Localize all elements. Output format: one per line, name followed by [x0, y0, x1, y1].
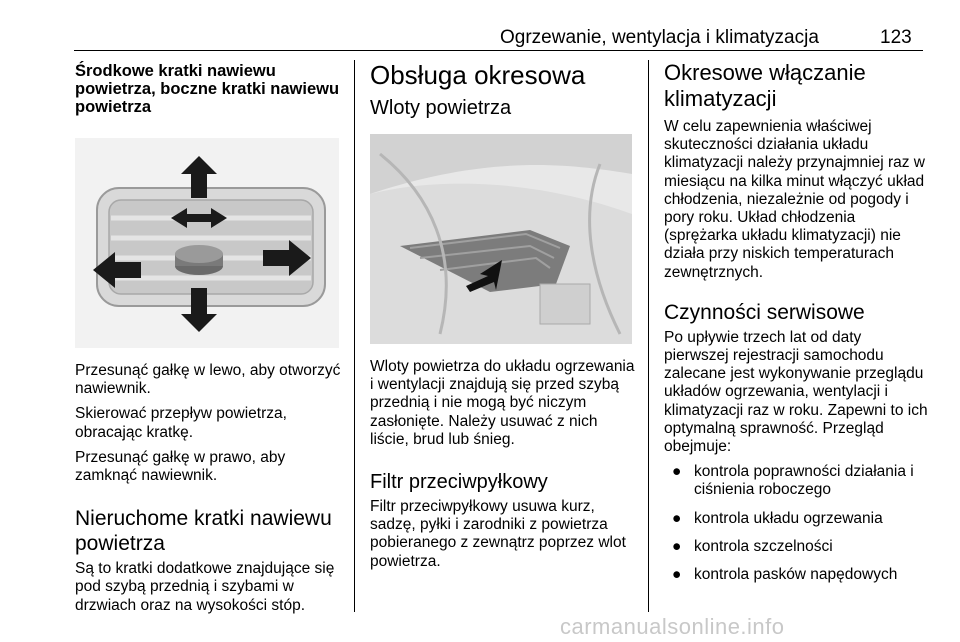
column-divider-2: [648, 60, 649, 612]
list-item: [664, 463, 930, 499]
section-heading-periodic-ac: Okresowe włączanie klimatyzacji: [664, 60, 866, 111]
page-number: 123: [880, 27, 912, 48]
watermark: carmanualsonline.info: [560, 614, 785, 639]
bullet-icon: ●: [672, 509, 682, 527]
column-divider-1: [354, 60, 355, 612]
paragraph-air-intakes: Wloty powietrza do układu ogrzewania i wentylacji znajdują się przed szybą przednią i nie mogą być niczym zasłonięte. Należy usuwać z nich liście, brud lub śnieg.: [370, 358, 635, 448]
list-item: [664, 566, 930, 584]
section-heading-pollen-filter: Filtr przeciwpyłkowy: [370, 471, 548, 494]
paragraph-pollen-filter: Filtr przeciwpyłkowy usuwa kurz, sadzę, pyłki i zarodniki z powietrza pobieranego z zewnątrz poprzez wlot powietrza.: [370, 498, 626, 570]
column-3: [664, 60, 930, 594]
header-title: Ogrzewanie, wentylacja i klimatyzacja: [500, 27, 819, 48]
bullet-icon: ●: [672, 463, 682, 481]
list-item-text: kontrola poprawności działania i ciśnienia roboczego: [694, 463, 914, 499]
service-checklist: [664, 463, 930, 584]
bullet-icon: ●: [672, 566, 682, 584]
header-rule: [74, 50, 923, 51]
section-heading-service: Czynności serwisowe: [664, 300, 865, 324]
list-item: [664, 538, 930, 556]
subheading-air-intakes: Wloty powietrza: [370, 97, 512, 119]
section-heading-fixed-vents: Nieruchome kratki nawiewu powietrza: [75, 507, 332, 556]
section-heading-vents: Środkowe kratki nawiewu powietrza, boczne kratki nawiewu powietrza: [75, 62, 340, 116]
list-item-text: kontrola układu ogrzewania: [694, 509, 883, 527]
bullet-icon: ●: [672, 537, 682, 555]
paragraph-close-vent: Przesunąć gałkę w prawo, aby zamknąć nawiewnik.: [75, 448, 286, 485]
list-item-text: kontrola szczelności: [694, 537, 833, 555]
paragraph-direct-airflow: Skierować przepływ powietrza, obracając kratkę.: [75, 405, 287, 441]
air-intake-photo: [370, 134, 632, 344]
air-vent-illustration: [75, 138, 339, 348]
paragraph-fixed-vents: Są to kratki dodatkowe znajdujące się pod szybą przednią i szybami w drzwiach oraz na wysokości stóp.: [75, 560, 335, 614]
column-1: [75, 60, 345, 622]
paragraph-open-vent: Przesunąć gałkę w lewo, aby otworzyć nawiewnik.: [75, 362, 341, 398]
list-item: [664, 510, 930, 528]
paragraph-periodic-ac: W celu zapewnienia właściwej skuteczności działania układu klimatyzacji należy przynajmniej raz w miesiącu na kilka minut włączyć układ chłodzenia, niezależnie od pogody i pory roku. Układ chłodzenia (sprężarka układu klimatyzacji) nie działa przy niskich temperaturach zewnętrznych.: [664, 118, 925, 281]
list-item-text: kontrola pasków napędowych: [694, 566, 898, 584]
section-heading-maintenance: Obsługa okresowa: [370, 60, 586, 90]
paragraph-service: Po upływie trzech lat od daty pierwszej rejestracji samochodu zalecane jest wykonywanie przeglądu układów ogrzewania, wentylacji i klimatyzacji raz w roku. Zapewni to ich optymalną sprawność. Przegląd obejmuje:: [664, 328, 928, 456]
column-2: [370, 60, 636, 578]
